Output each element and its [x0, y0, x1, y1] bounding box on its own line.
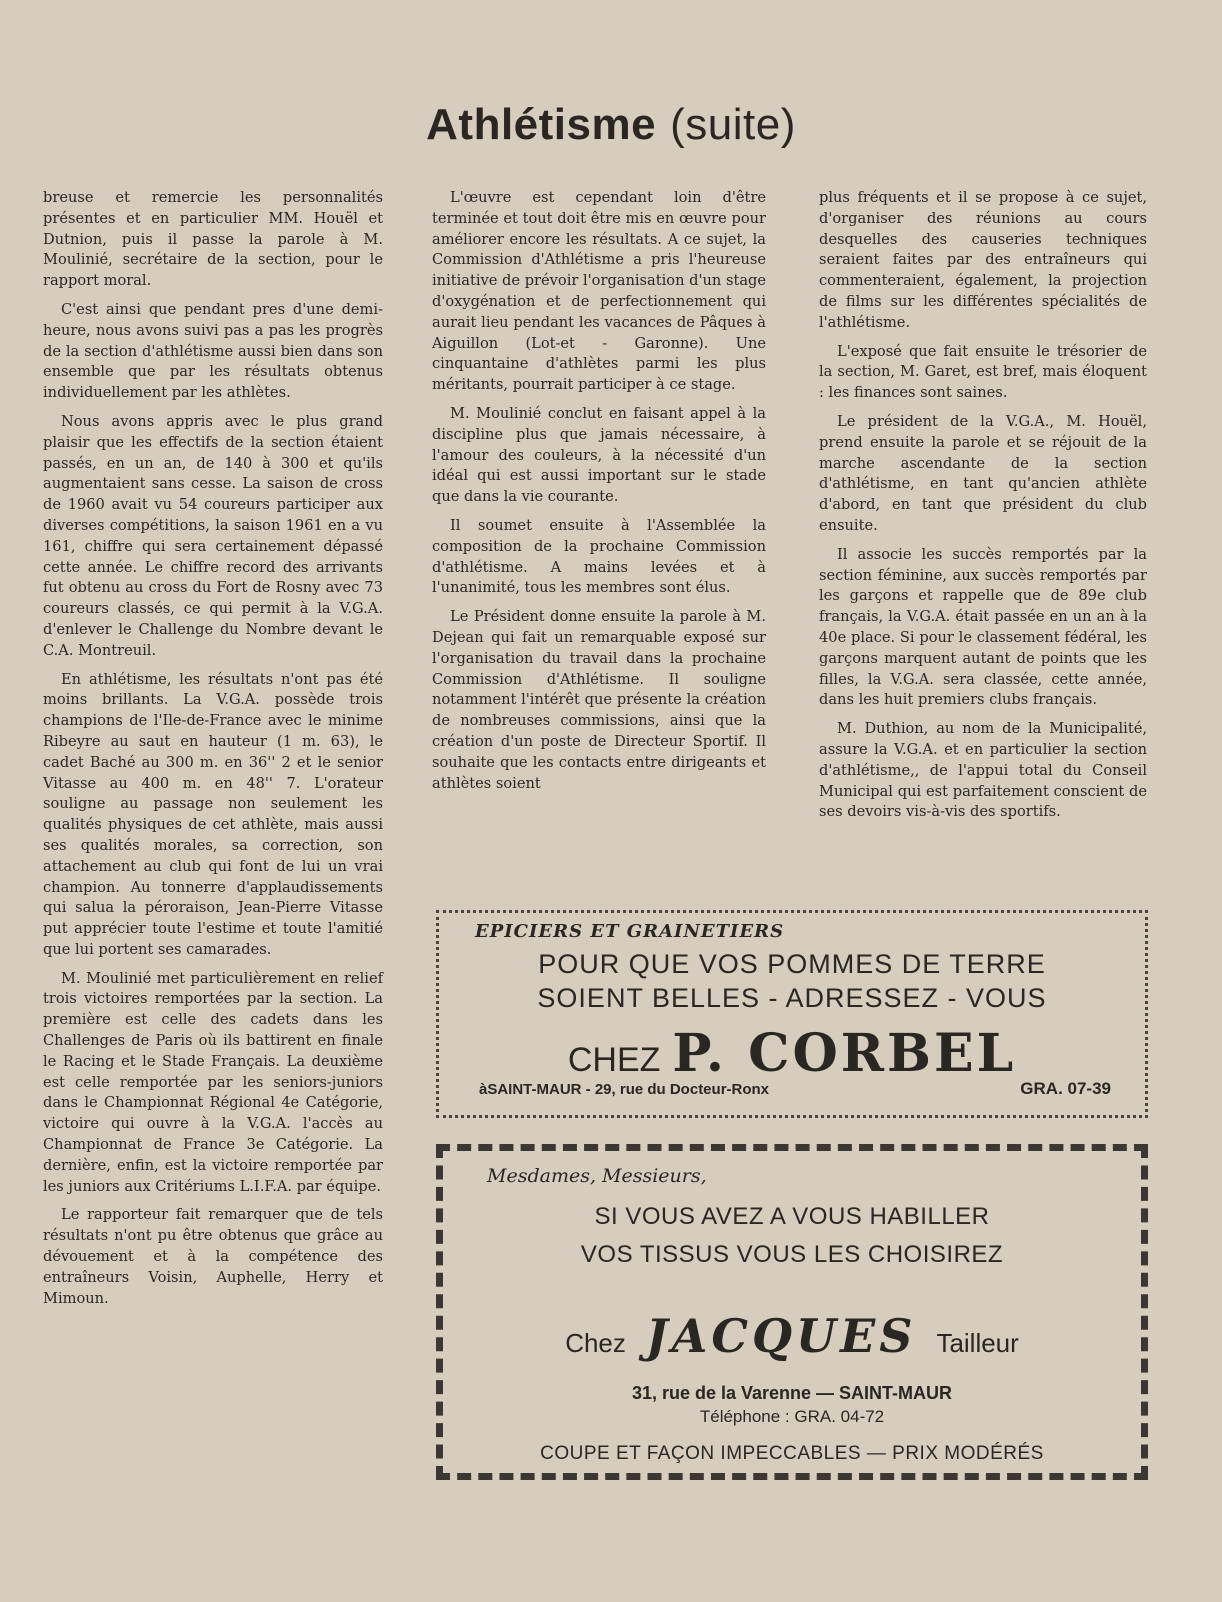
ad-shop-line	[439, 1023, 1145, 1084]
paragraph: Le rapporteur fait remarquer que de tels résultats n'ont pu être obtenus que grâce au dévouement et à la compétence des entraîneurs Voisin, Auphelle, Herry et Mimoun.	[43, 1206, 383, 1307]
paragraph: Nous avons appris avec le plus grand plaisir que les effectifs de la section étaient passés, en un an, de 140 à 300 et qu'ils augmentaient sans cesse. La saison de cross de 1960 avait vu 54 coureurs participer aux diverses compétitions, la saison 1961 en a vu 161, chiffre qui sera certainement dépassé cette année. Le chiffre record des arrivants fut obtenu au cross du Fort de Rosny avec 73 coureurs classés, ce qui permit à la V.G.A. d'enlever le Challenge du Nombre devant le C.A. Montreuil.	[43, 412, 383, 659]
ad-shop-name: JACQUES	[645, 1309, 917, 1363]
ad-address: àSAINT-MAUR - 29, rue du Docteur-Ronx	[479, 1081, 770, 1098]
ad-tagline: EPICIERS ET GRAINETIERS	[475, 921, 785, 942]
paragraph: Le président de la V.G.A., M. Houël, prend ensuite la parole et se réjouit de la marche ascendante de la section d'athlétisme, en tant qu'ancien athlète d'abord, en tant que président du club ensuite.	[819, 412, 1147, 534]
paragraph: plus fréquents et il se propose à ce sujet, d'organiser des réunions au cours desquelles des causeries techniques seraient faites par des entraîneurs qui commenteraient, également, la projection de films sur les différentes spécialités de l'athlétisme.	[819, 189, 1147, 331]
ad-headline-2: SOIENT BELLES - ADRESSEZ - VOUS	[537, 983, 1047, 1013]
article-column-3	[819, 188, 1147, 831]
ad-greeting: Mesdames, Messieurs,	[487, 1165, 707, 1187]
paragraph: C'est ainsi que pendant pres d'une demi-heure, nous avons suivi pas a pas les progrès de la section d'athlétisme aussi bien dans son ensemble que par les résultats obtenus individuellement par les athlètes.	[43, 300, 383, 402]
paragraph: M. Duthion, au nom de la Municipalité, assure la V.G.A. et en particulier la section d'athlétisme,, de l'appui total du Conseil Municipal qui est parfaitement conscient de ses devoirs vis-à-vis des sportifs.	[819, 720, 1147, 821]
paragraph: Il soumet ensuite à l'Assemblée la composition de la prochaine Commission d'athlétisme. A mains levées et à l'unanimité, tous les membres sont élus.	[432, 516, 766, 597]
paragraph: breuse et remercie les personnalités présentes et en particulier MM. Houël et Dutnion, puis il passe la parole à M. Moulinié, secrétaire de la section, pour le rapport moral.	[43, 189, 383, 290]
title-sub: (suite)	[670, 100, 796, 149]
advertisement-corbel	[436, 910, 1148, 1118]
paragraph: M. Moulinié met particulièrement en relief trois victoires remportées par la section. La première est celle des cadets dans les Challenges de Paris où ils battirent en finale le Racing et le Stade Français. La deuxième est celle remportée par les seniors-juniors dans le Championnat Régional 4e Catégorie, victoire qui ouvre à la V.G.A. l'accès au Championnat de France 3e Catégorie. La dernière, enfin, est la victoire remportée par les juniors aux Critériums L.I.F.A. par équipe.	[43, 969, 383, 1195]
ad-shop-name: P. CORBEL	[672, 1023, 1017, 1084]
paragraph: M. Moulinié conclut en faisant appel à la discipline plus que jamais nécessaire, à l'amour des couleurs, à la nécessité d'un idéal qui est aussi important sur le stade que dans la vie courante.	[432, 404, 766, 506]
ad-headline-1: POUR QUE VOS POMMES DE TERRE	[538, 949, 1046, 979]
paragraph: Le Président donne ensuite la parole à M. Dejean qui fait un remarquable exposé sur l'organisation du travail dans la prochaine Commission d'Athlétisme. Il souligne notamment l'intérêt que présente la création de nombreuses commissions, ainsi que la création d'un poste de Directeur Sportif. Il souhaite que les contacts entre dirigeants et athlètes soient	[432, 608, 766, 792]
title-main: Athlétisme	[426, 100, 657, 149]
ad-headline-2: VOS TISSUS VOUS LES CHOISIREZ	[580, 1241, 1004, 1268]
article-column-1	[43, 188, 383, 1317]
ad-address: 31, rue de la Varenne — SAINT-MAUR	[631, 1383, 953, 1403]
paragraph: En athlétisme, les résultats n'ont pas été moins brillants. La V.G.A. possède trois champions de l'Ile-de-France avec le minime Ribeyre au saut en hauteur (1 m. 63), le cadet Baché au 300 m. en 36'' 2 et le senior Vitasse au 400 m. en 48'' 7. L'orateur souligne au passage non seulement les qualités physiques de cet athlète, mais aussi ses qualités morales, sa correction, son attachement au club qui font de lui un vrai champion. Au tonnerre d'applaudissements qui salua la péroraison, Jean-Pierre Vitasse put apprécier toute l'estime et toute l'amitié que lui portent ses camarades.	[43, 670, 383, 958]
advertisement-jacques	[436, 1144, 1148, 1480]
ad-phone: Téléphone : GRA. 04-72	[699, 1407, 885, 1426]
paragraph: L'œuvre est cependant loin d'être terminée et tout doit être mis en œuvre pour améliorer encore les résultats. A ce sujet, la Commission d'Athlétisme a pris l'heureuse initiative de prévoir l'organisation d'un stage d'oxygénation et de perfectionnement qui aurait lieu pendant les vacances de Pâques à Aiguillon (Lot-et - Garonne). Une cinquantaine d'athlètes parmi les plus méritants, pourrait participer à ce stage.	[432, 189, 766, 394]
ad-chez-label: Chez	[565, 1328, 626, 1358]
article-column-2	[432, 188, 766, 802]
ad-chez-label: CHEZ	[567, 1041, 661, 1079]
ad-headline-1: SI VOUS AVEZ A VOUS HABILLER	[594, 1203, 990, 1230]
ad-trade: Tailleur	[936, 1328, 1019, 1358]
ad-footer: COUPE ET FAÇON IMPECCABLES — PRIX MODÉRÉS	[540, 1443, 1044, 1464]
paragraph: L'exposé que fait ensuite le trésorier de la section, M. Garet, est bref, mais éloquent : les finances sont saines.	[819, 342, 1147, 402]
page-title	[0, 100, 1222, 150]
paragraph: Il associe les succès remportés par la section féminine, aux succès remportés par les garçons et rappelle que de 89e club français, la V.G.A. était passée en un an à la 40e place. Si pour le classement fédéral, les garçons marquent autant de points que les filles, la V.G.A. sera classée, cette année, dans les huit premiers clubs français.	[819, 545, 1147, 709]
ad-shop-line	[443, 1309, 1141, 1363]
ad-phone: GRA. 07-39	[1020, 1079, 1111, 1098]
